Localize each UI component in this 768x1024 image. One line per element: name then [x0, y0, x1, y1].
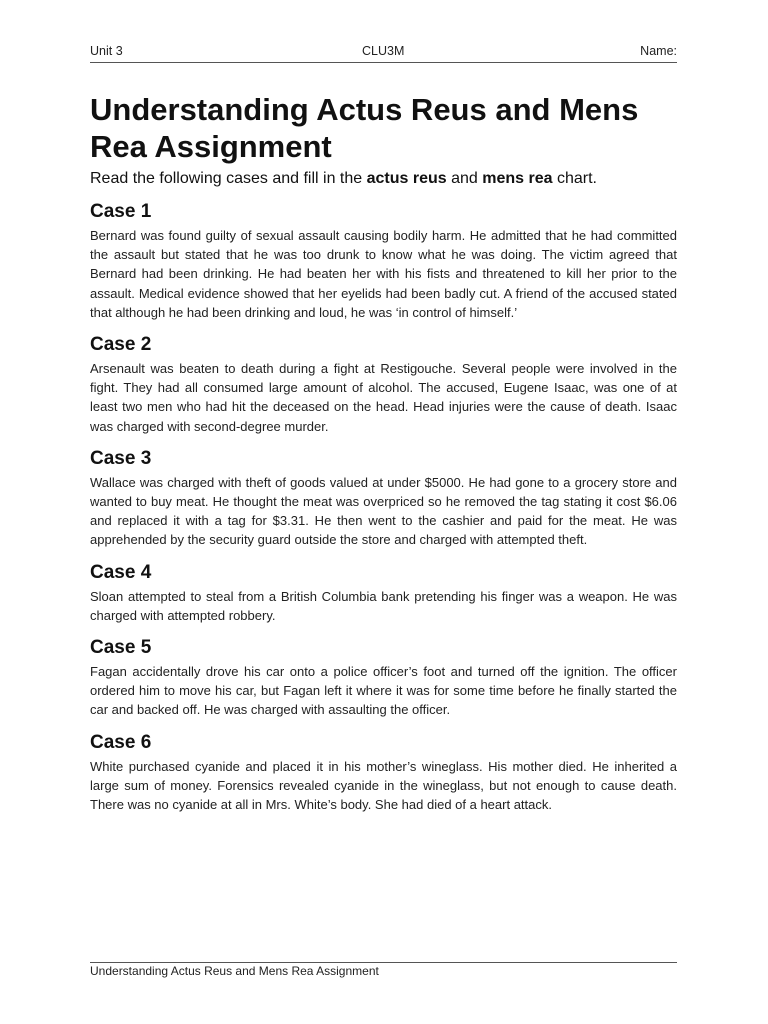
case-3 — [90, 447, 677, 550]
page-header — [90, 44, 677, 62]
case-text: Fagan accidentally drove his car onto a police officer’s foot and turned off the ignition. The officer ordered him to move his car, but Fagan left it where it was for some time before he finally started the car and backed off. He was charged with assaulting the officer. — [90, 664, 677, 718]
case-text: Wallace was charged with theft of goods valued at under $5000. He had gone to a grocery store and wanted to buy meat. He thought the meat was overpriced so he removed the tag stating it cost $6.06 and replaced it with a tag for $3.31. He then went to the cashier and paid for the meat. He was apprehended by the security guard outside the store and charged with attempted theft. — [90, 474, 677, 548]
footer-divider — [90, 962, 677, 963]
case-heading: Case 2 — [90, 334, 152, 356]
case-5 — [90, 636, 677, 720]
page-footer: Understanding Actus Reus and Mens Rea Assignment — [90, 964, 379, 978]
case-6 — [90, 731, 677, 815]
instructions-text-2: and — [446, 170, 483, 187]
case-heading: Case 6 — [90, 731, 152, 753]
case-heading: Case 4 — [90, 561, 152, 583]
instructions-text-3: chart. — [552, 170, 597, 187]
document-body — [90, 91, 677, 814]
page-title: Understanding Actus Reus and Mens Rea Assignment — [90, 92, 639, 164]
case-text: Sloan attempted to steal from a British Columbia bank pretending his finger was a weapon. He was charged with attempted robbery. — [90, 588, 677, 623]
case-text: Arsenault was beaten to death during a fight at Restigouche. Several people were involved in the fight. They had all consumed large amount of alcohol. The accused, Eugene Isaac, was one of at least two men who had hit the deceased on the head. Head injuries were the cause of death. Isaac was charged with second-degree murder. — [90, 361, 677, 434]
case-1 — [90, 200, 677, 322]
instructions-text-1: Read the following cases and fill in the — [90, 170, 367, 187]
header-name-label: Name: — [640, 44, 677, 58]
case-4 — [90, 561, 677, 625]
case-heading: Case 3 — [90, 447, 152, 469]
case-heading: Case 1 — [90, 201, 152, 222]
case-heading: Case 5 — [90, 637, 152, 659]
instructions — [90, 169, 677, 189]
case-text: White purchased cyanide and placed it in his mother’s wineglass. His mother died. He inherited a large sum of money. Forensics revealed cyanide in the wineglass, but not enough to cause death. There was no cyanide at all in Mrs. White’s body. She had died of a heart attack. — [90, 758, 677, 813]
case-2 — [90, 333, 677, 436]
instructions-bold-mens-rea: mens rea — [482, 170, 553, 187]
case-text: Bernard was found guilty of sexual assault causing bodily harm. He admitted that he had committed the assault but stated that he was too drunk to know what he was doing. The victim agreed that Bernard had been drinking. He had beaten her with his fists and threatened to kill her prior to the assault. Medical evidence showed that her eyelids had been badly cut. A friend of the accused stated that although he had been drinking and loud, he was ‘in control of himself.’ — [90, 228, 677, 320]
header-course-code: CLU3M — [362, 44, 405, 58]
instructions-bold-actus-reus: actus reus — [366, 170, 447, 187]
header-unit: Unit 3 — [90, 44, 123, 58]
header-divider — [90, 62, 677, 63]
